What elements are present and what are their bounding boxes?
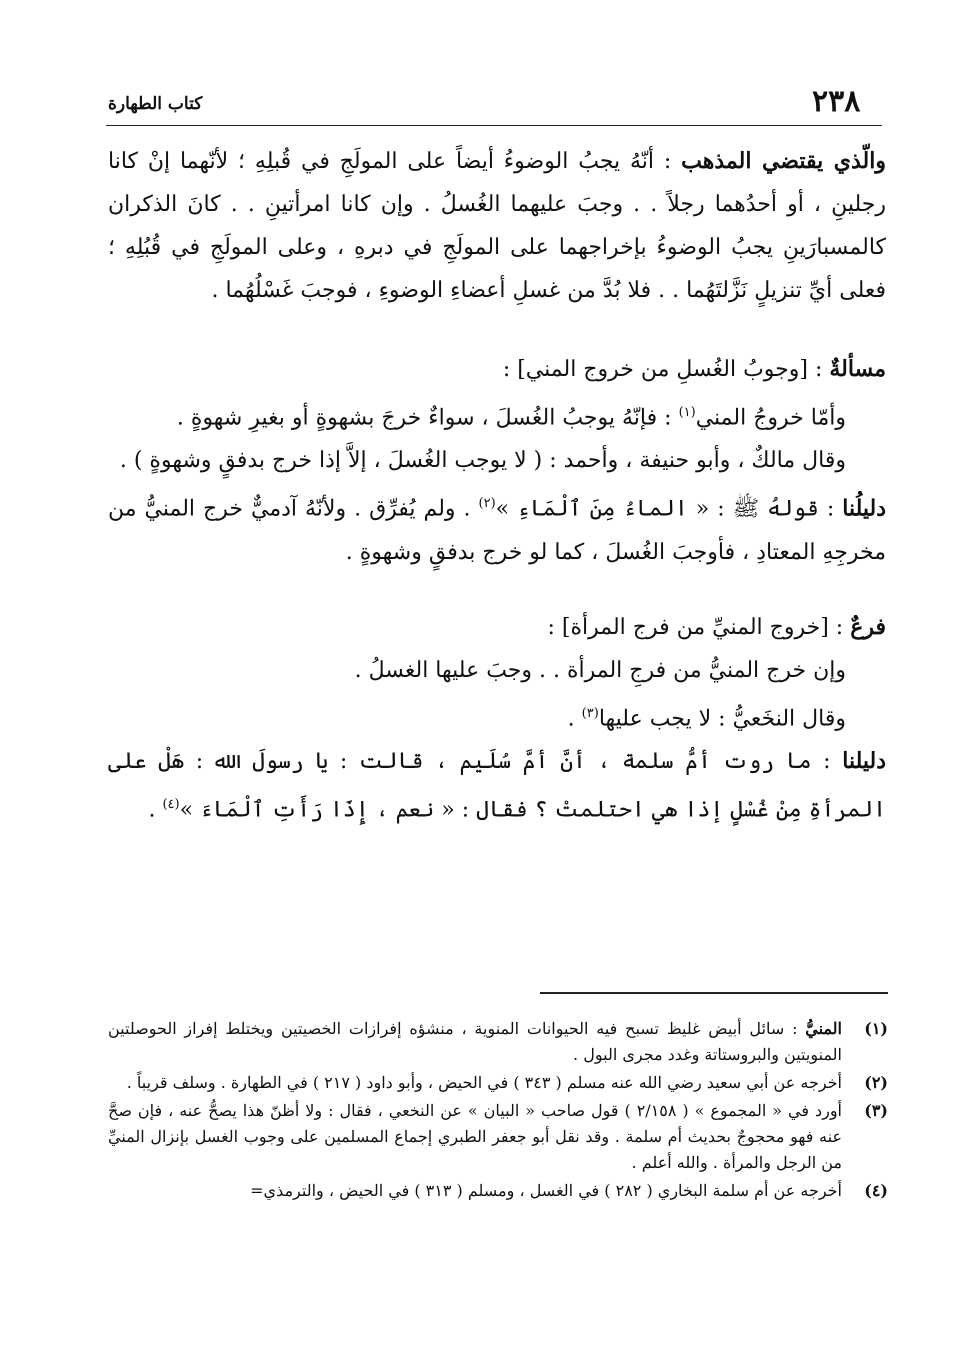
header-rule [106, 125, 882, 126]
text-run: وأمّا خروجُ المني [695, 405, 846, 431]
paragraph [108, 692, 886, 740]
footnote [108, 1178, 888, 1204]
text-run: : سائل أبيض غليظ تسبح فيه الحيوانات المنوية ، منشؤه إفرازات الخصيتين ويختلط إفراز الحوصلتين المنويتين والبروستاتة وغدد مجرى البول . [108, 1019, 842, 1064]
paragraph-text: : أنّهُ يجبُ الوضوءُ أيضاً على المولَجِ في قُبلِهِ ؛ لأنّهما إنْ كانا رجلينِ ، أو أحدُهما رجلاً . . وجبَ عليهما الغُسلُ . وإن كانا امرأتينِ . . كانَ الذكران كالمسبارَينِ يجبُ الوضوءُ بإخراجهما على المولَجِ في دبرهِ ، وعلى المولَجِ في قُبُلِهِ ؛ فعلى أيِّ تنزيلٍ نَزَّلتَهُما . . فلا بُدَّ من غسلِ أعضاءِ الوضوءِ ، فوجبَ غَسْلُهُما . [108, 149, 886, 303]
paragraph [108, 740, 886, 831]
footnotes [108, 1016, 888, 1206]
footnote-ref[interactable]: (٤) [162, 796, 180, 812]
text-run: وقال النخَعيُّ : لا يجب عليها [598, 705, 846, 731]
masala-lead: مسألةٌ [829, 356, 886, 382]
footnote-text: أخرجه عن أبي سعيد رضي الله عنه مسلم ( ٣٤٣ ) في الحيض ، وأبو داود ( ٢١٧ ) في الطهارة . وسلف قريباً . [126, 1073, 842, 1092]
paragraph-lead: والّذي يقتضي المذهب [681, 148, 886, 174]
text-run: . [567, 705, 582, 731]
footnote-text: أورد في « المجموع » ( ٢/١٥٨ ) قول صاحب « البيان » عن النخعي ، فقال : ولا أظنّ هذا يصحُّ عنه ، فإن صحَّ عنه فهو محجوجٌ بحديث أم سلمة . وقد نقل أبو جعفر الطبري إجماع المسلمين على وجوب الغسل بإنزال المنيِّ من الرجل والمرأة . والله أعلم . [108, 1101, 842, 1172]
footnote-lead: المنيُّ [805, 1019, 842, 1038]
running-header-title: كتاب الطهارة [108, 94, 203, 114]
footnote [108, 1016, 888, 1068]
footnote-text [108, 1016, 842, 1068]
text-run: : ما روت أمُّ سلمة ، أنَّ أمَّ سُلَيم ، قالت : يا رسولَ الله : هَلْ على المرأةِ مِنْ غُسْلٍ إذا هي احتلمتْ ؟ فقال : « نعم ، إِذَا رَأَتِ ٱلْمَاءَ » [108, 748, 886, 823]
section-gap [108, 574, 886, 606]
footnote-number: (٢) [864, 1073, 888, 1092]
footnote-ref[interactable]: (٣) [581, 705, 599, 721]
paragraph [108, 140, 886, 312]
footnote-number: (٣) [864, 1101, 888, 1120]
paragraph: وإن خرج المنيُّ من فرجِ المرأة . . وجبَ عليها الغسلُ . [354, 657, 846, 683]
paragraph [108, 391, 886, 439]
footnote-ref[interactable]: (٢) [478, 496, 496, 512]
main-text [108, 140, 886, 831]
section-heading [108, 348, 886, 391]
footnote-text: أخرجه عن أم سلمة البخاري ( ٢٨٢ ) في الغسل ، ومسلم ( ٣١٣ ) في الحيض ، والترمذي= [250, 1181, 842, 1200]
footnote-ref[interactable]: (١) [678, 405, 696, 420]
dalil-lead: دليلُنا [842, 495, 886, 522]
paragraph: وقال مالكٌ ، وأبو حنيفة ، وأحمد : ( لا يوجب الغُسلَ ، إلاَّ إذا خرج بدفقٍ وشهوةٍ ) . [119, 448, 846, 474]
masala-title: : [وجوبُ الغُسلِ من خروج المني] : [502, 357, 830, 382]
page-number: ٢٣٨ [812, 84, 861, 119]
section-heading [108, 606, 886, 649]
far-title: : [خروج المنيِّ من فرج المرأة] : [547, 614, 851, 640]
text-run: : فإنّهُ يوجبُ الغُسلَ ، سواءٌ خرجَ بشهوةٍ أو بغيرِ شهوةٍ . [176, 405, 679, 431]
far-lead: فرعٌ [850, 613, 886, 640]
footnote [108, 1098, 888, 1176]
section-gap [108, 312, 886, 348]
paragraph [108, 482, 886, 573]
footnote [108, 1070, 888, 1096]
text-run: . ولم يُفرِّق . ولأنّهُ آدميٌّ خرج المنيُّ من مخرجِهِ المعتادِ ، فأوجبَ الغُسلَ ، كما لو خرج بدفقٍ وشهوةٍ . [108, 496, 886, 565]
text-run: . [148, 797, 163, 823]
footnote-number: (٤) [864, 1181, 888, 1200]
footnote-separator [540, 992, 888, 994]
text-run: : قولهُ ﷺ : « الماءُ مِنَ ٱلْمَاءِ » [495, 496, 843, 522]
footnote-number: (١) [864, 1019, 888, 1038]
dalil-lead: دليلنا [842, 747, 886, 774]
